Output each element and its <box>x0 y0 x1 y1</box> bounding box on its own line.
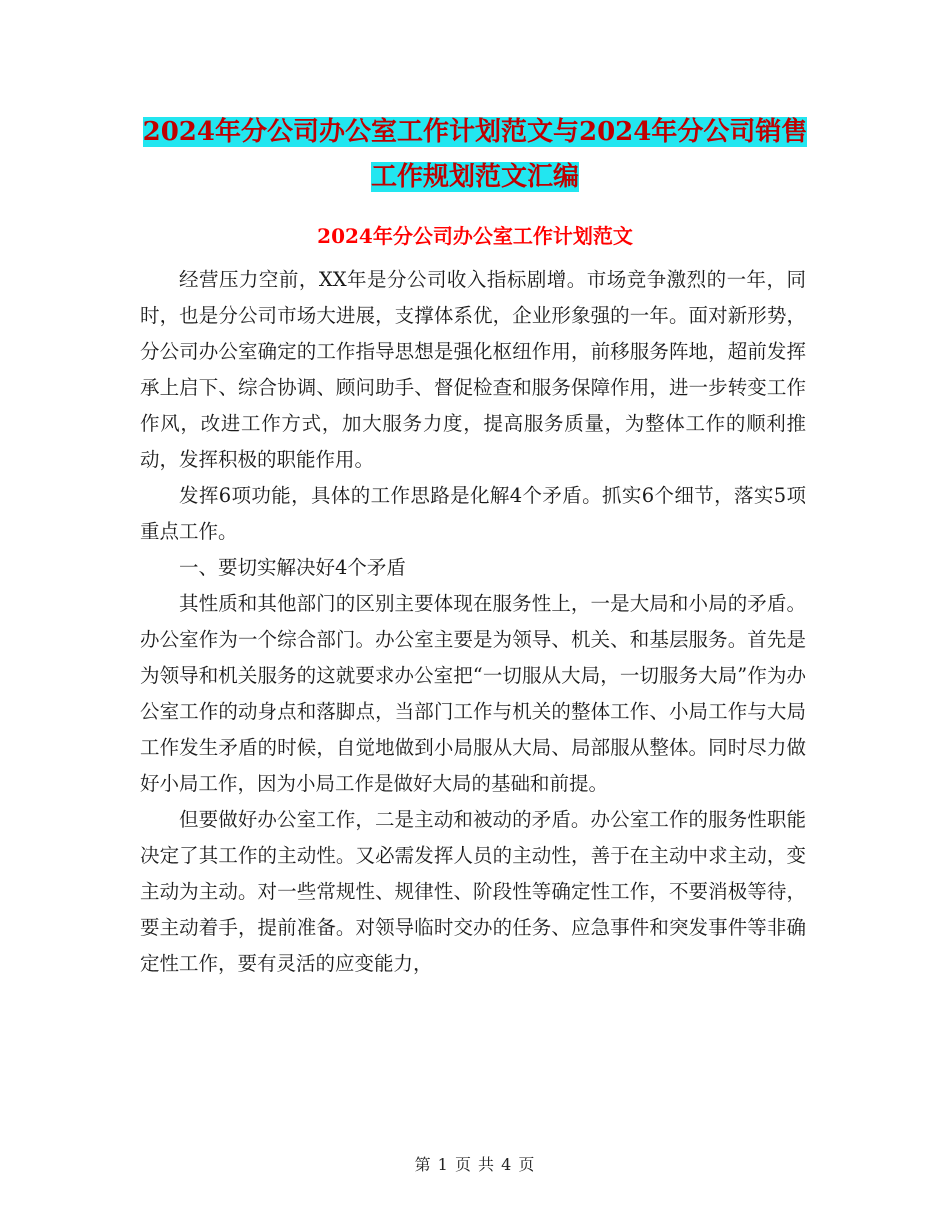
document-body <box>140 262 806 982</box>
document-title <box>140 110 810 200</box>
paragraph: 其性质和其他部门的区别主要体现在服务性上，一是大局和小局的矛盾。办公室作为一个综合部门。办公室主要是为领导、机关、和基层服务。首先是为领导和机关服务的这就要求办公室把“一切服从大局，一切服务大局”作为办公室工作的动身点和落脚点，当部门工作与机关的整体工作、小局工作与大局工作发生矛盾的时候，自觉地做到小局服从大局、局部服从整体。同时尽力做好小局工作，因为小局工作是做好大局的基础和前提。 <box>140 592 806 795</box>
section-title: 2024年分公司办公室工作计划范文 <box>317 224 633 248</box>
document-title-text: 2024年分公司办公室工作计划范文与2024年分公司销售工作规划范文汇编 <box>142 117 808 192</box>
paragraph: 发挥6项功能，具体的工作思路是化解4个矛盾。抓实6个细节，落实5项重点工作。 <box>140 484 806 543</box>
page-footer: 第 1 页 共 4 页 <box>414 1155 536 1174</box>
paragraph: 经营压力空前，XX年是分公司收入指标剧增。市场竞争激烈的一年，同时，也是分公司市场大进展，支撑体系优，企业形象强的一年。面对新形势，分公司办公室确定的工作指导思想是强化枢纽作用，前移服务阵地，超前发挥承上启下、综合协调、顾问助手、督促检查和服务保障作用，进一步转变工作作风，改进工作方式，加大服务力度，提高服务质量，为整体工作的顺利推动，发挥积极的职能作用。 <box>140 268 806 471</box>
paragraph: 但要做好办公室工作，二是主动和被动的矛盾。办公室工作的服务性职能决定了其工作的主动性。又必需发挥人员的主动性，善于在主动中求主动，变主动为主动。对一些常规性、规律性、阶段性等确定性工作，不要消极等待，要主动着手，提前准备。对领导临时交办的任务、应急事件和突发事件等非确定性工作，要有灵活的应变能力， <box>140 808 806 975</box>
paragraph-heading: 一、要切实解决好4个矛盾 <box>179 556 406 579</box>
